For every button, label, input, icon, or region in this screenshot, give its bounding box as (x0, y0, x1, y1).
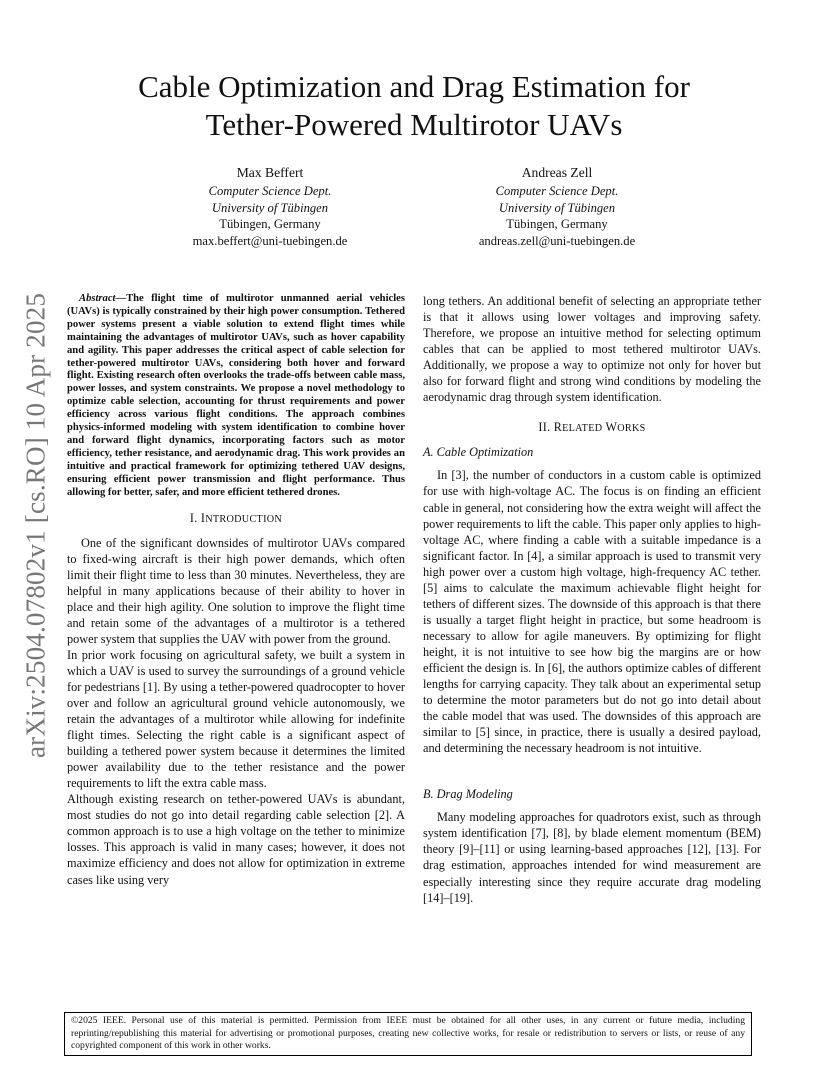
intro-paragraph-1: One of the significant downsides of multirotor UAVs compared to fixed-wing aircraft is their high power demands, which often limit their flight time to less than 30 minutes. Nevertheless, they are helpful in many applications because of their ability to hover in place and their high agility. One solution to improve the flight time and retain some of the advantages of a multirotor is a tethered power system that supplies the UAV with power from the ground. (67, 535, 405, 646)
drag-modeling-paragraph: Many modeling approaches for quadrotors exist, such as through system identification [7], [8], by blade element momentum (BEM) theory [9]–[11] or using learning-based approaches [12], [13]. For drag estimation, approaches intended for wind measurement are especially interesting since they require accurate drag modeling [14]–[19]. (423, 810, 761, 905)
right-column (423, 293, 761, 906)
author-block-1 (120, 165, 420, 250)
cable-optimization-paragraph: In [3], the number of conductors in a custom cable is optimized for use with high-voltage AC. The focus is on finding an efficient cable in general, not considering how the extra weight will affect the power requirements to lift the cable. This paper only applies to high-voltage AC, where finding a cable with a suitable impedance is a significant factor. In [4], a similar approach is used to transmit very high power over a custom high voltage, high-frequency AC tether. [5] aims to calculate the maximum achievable flight height for tethers of different sizes. The downside of this approach is that there is usually a target flight height in practice, but some headroom is necessary to allow for agile maneuvers. By optimizing for flight height, it is not intuitive to see how big the margins are or how efficient the design is. In [6], the authors optimize cables of different lengths for carrying capacity. They talk about an experimental setup to determine the motor parameters but do not go into detail about the cable model that was used. The downsides of this approach are similar to [5] since, in practice, there is usually a desired payload, and determining the necessary headroom is not intuitive. (423, 468, 761, 756)
author-dept: Computer Science Dept. (495, 183, 619, 198)
abstract-text: —The flight time of multirotor unmanned aerial vehicles (UAVs) is typically constrained by their high power consumption. Tethered power systems present a viable solution to extend flight times while maintaining the advantages of multirotor UAVs, such as hover capability and agility. This paper addresses the critical aspect of cable selection for tether-powered multirotor UAVs, considering both hover and forward flight. Existing research often overlooks the trade-offs between cable mass, power losses, and system constraints. We propose a novel methodology to optimize cable selection, accounting for thrust requirements and power efficiency across various flight conditions. The approach combines physics-informed modeling with system identification to combine hover and forward flight dynamics, incorporating factors such as motor efficiency, tether resistance, and aerodynamic drag. This work provides an intuitive and practical framework for optimizing tethered UAV designs, ensuring efficient power transmission and flight performance. Thus allowing for better, safer, and more efficient tethered drones. (67, 293, 405, 498)
author-university: University of Tübingen (498, 200, 616, 215)
section-heading-related-works (423, 419, 761, 437)
author-location: Tübingen, Germany (219, 217, 321, 232)
section-title-initial: W (605, 420, 618, 435)
intro-paragraph-3: Although existing research on tether-powered UAVs is abundant, most studies do not go into detail regarding cable selection [2]. A common approach is to use a high voltage on the tether to minimize losses. This approach is valid in many cases; however, it does not maximize efficiency and does not allow for optimization in extreme cases like using very (67, 792, 405, 887)
section-title-rest: ELATED (562, 423, 603, 435)
title-line-1: Cable Optimization and Drag Estimation for (138, 69, 690, 104)
author-university: University of Tübingen (211, 200, 329, 215)
author-name: Andreas Zell (521, 165, 593, 180)
paper-title (0, 68, 828, 144)
arxiv-identifier: arXiv:2504.07802v1 [cs.RO] 10 Apr 2025 (20, 292, 51, 758)
author-location: Tübingen, Germany (506, 217, 608, 232)
author-dept: Computer Science Dept. (208, 183, 332, 198)
subsection-heading-drag-modeling: B. Drag Modeling (423, 787, 513, 802)
subsection-heading-cable-optimization: A. Cable Optimization (423, 445, 534, 460)
abstract-label: Abstract (79, 293, 116, 304)
intro-continuation: long tethers. An additional benefit of selecting an appropriate tether is that it allows using lower voltages and improving safety. Therefore, we propose an intuitive method for selecting optimum cables that can be applied to most tethered multirotor UAVs. Additionally, we propose a way to optimize not only for hover but also for forward flight and strong wind conditions by modeling the aerodynamic drag through system identification. (423, 294, 761, 405)
section-title-initial: R (553, 420, 563, 435)
section-number: II. (538, 420, 551, 435)
left-column (67, 293, 405, 888)
author-name: Max Beffert (236, 165, 304, 180)
section-title-initial: I (200, 510, 206, 525)
author-email: max.beffert@uni-tuebingen.de (192, 234, 348, 249)
section-number: I. (189, 510, 198, 525)
author-block-2 (407, 165, 707, 250)
title-line-2: Tether-Powered Multirotor UAVs (205, 107, 623, 142)
section-title-rest: NTRODUCTION (205, 513, 283, 525)
author-email: andreas.zell@uni-tuebingen.de (478, 234, 636, 249)
intro-paragraph-2: In prior work focusing on agricultural safety, we built a system in which a UAV is used to survey the surroundings of a ground vehicle for pedestrians [1]. By using a tether-powered quadrocopter to hover over and follow an agricultural ground vehicle autonomously, we retain the advantages of a multirotor while allowing for indefinite flight times. Selecting the right cable is a significant aspect of building a tethered power system because it determines the limited power availability due to the tether resistance and the power requirements to lift the extra cable mass. (67, 647, 405, 791)
section-title-rest: ORKS (617, 423, 646, 435)
abstract (67, 293, 405, 500)
copyright-notice: ©2025 IEEE. Personal use of this material is permitted. Permission from IEEE must be obtained for all other uses, in any current or future media, including reprinting/republishing this material for advertising or promotional purposes, creating new collective works, for resale or redistribution to servers or lists, or reuse of any copyrighted component of this work in other works. (64, 1012, 752, 1056)
section-heading-introduction (67, 510, 405, 528)
